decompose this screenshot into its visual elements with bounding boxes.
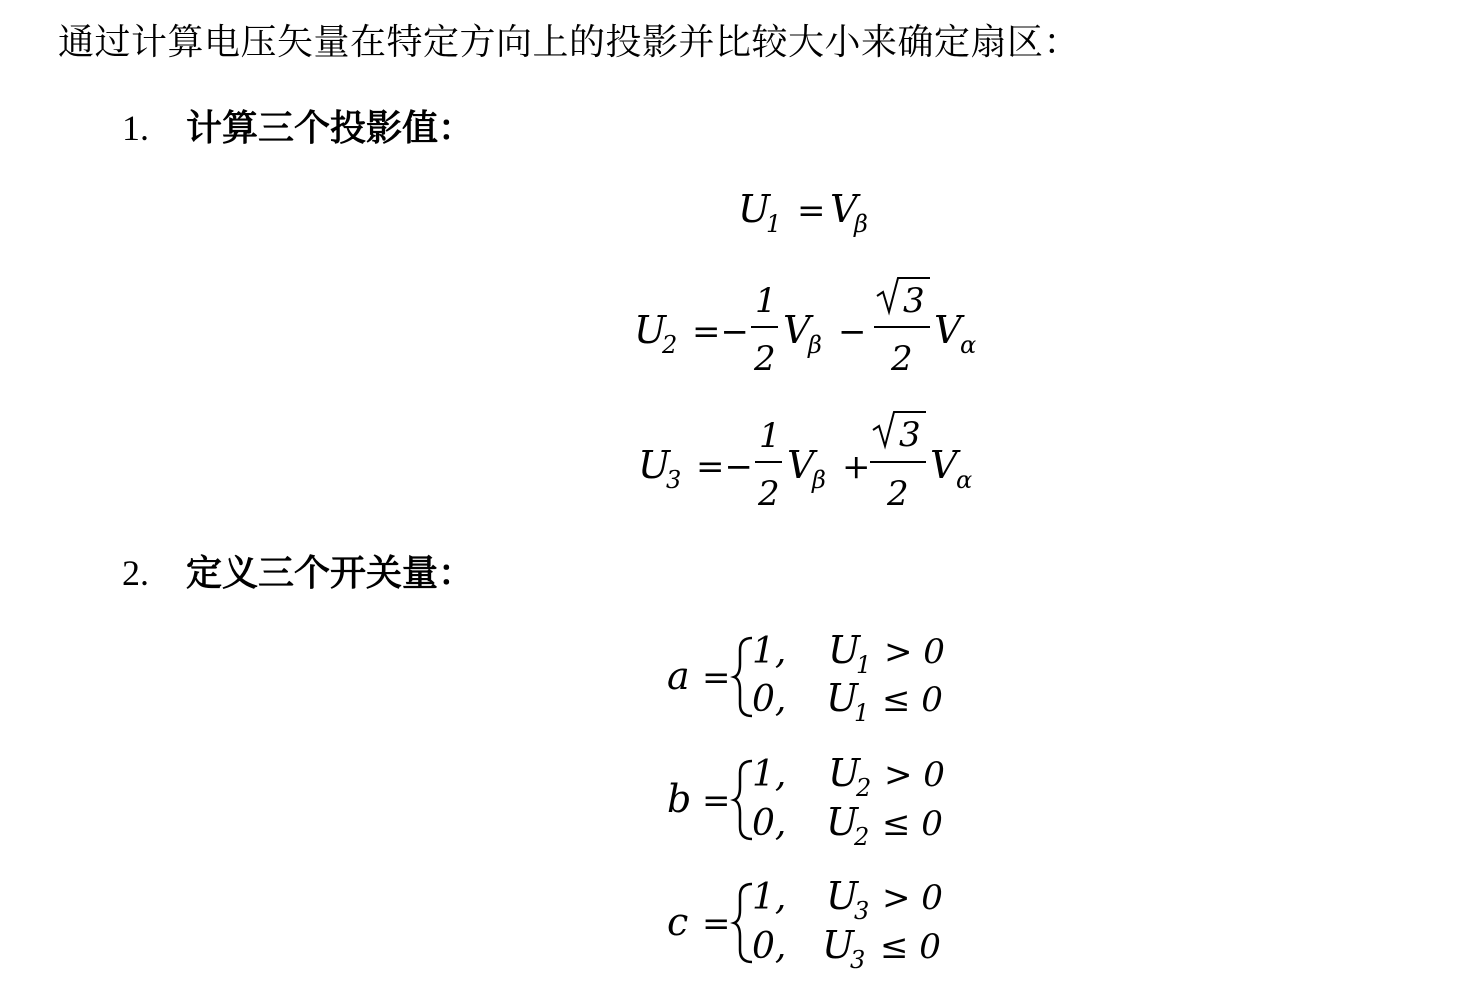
switch-b-case2-u: U [826, 800, 859, 844]
switch-c-var: c [667, 900, 689, 944]
eq1-beta: β [854, 210, 868, 238]
eq3-v2: V [930, 443, 958, 487]
eq3-v1: V [787, 443, 815, 487]
eq2-frac1-den: 2 [754, 339, 776, 379]
switch-a-case1-u: U [828, 628, 861, 672]
switch-a-case1-value: 1, [752, 631, 787, 672]
eq3-frac2-den: 2 [887, 474, 909, 514]
switch-a-case2-u: U [826, 676, 859, 720]
switch-b-var: b [667, 777, 692, 821]
eq2-lhs-u: U [634, 308, 667, 352]
eq3-lhs-sub: 3 [666, 466, 682, 494]
step-title-2: 定义三个开关量： [186, 552, 475, 594]
switch-a-brace [734, 638, 752, 716]
switch-a-case1-cond: > 0 [884, 632, 945, 672]
switch-b-case2-sub: 2 [854, 823, 870, 851]
switch-c-case1-cond: > 0 [882, 878, 943, 918]
switch-b-case2-cond: ≤ 0 [882, 804, 943, 844]
eq2-frac1-num: 1 [755, 281, 777, 321]
switch-a-case2-cond: ≤ 0 [882, 680, 943, 720]
switch-a-definition [667, 628, 945, 727]
switch-c-case2-u: U [822, 923, 855, 967]
eq2-v1: V [783, 308, 811, 352]
switch-a-equals: = [702, 658, 731, 698]
equation-u3 [638, 412, 972, 514]
switch-c-case2-cond: ≤ 0 [880, 927, 941, 967]
eq1-lhs-sub: 1 [766, 210, 782, 238]
eq3-plus: + [842, 447, 871, 487]
switch-b-case1-sub: 2 [856, 774, 872, 802]
eq2-v2: V [934, 308, 962, 352]
switch-b-equals: = [702, 781, 731, 821]
eq3-alpha: α [956, 466, 973, 494]
eq2-equals-minus: =− [692, 312, 749, 352]
eq3-frac1-den: 2 [758, 474, 780, 514]
step-number-2: 2. [122, 553, 149, 593]
eq2-alpha: α [960, 331, 977, 359]
intro-paragraph: 通过计算电压矢量在特定方向上的投影并比较大小来确定扇区： [58, 22, 1081, 63]
eq2-frac2-den: 2 [891, 339, 913, 379]
switch-b-brace [734, 761, 752, 839]
equation-u1 [738, 187, 868, 238]
eq2-minus: − [838, 312, 867, 352]
switch-c-case2-value: 0, [752, 926, 787, 967]
eq3-equals-minus: =− [696, 447, 753, 487]
step-number-1: 1. [122, 108, 149, 148]
switch-c-case2-sub: 3 [850, 946, 866, 974]
switch-c-case1-u: U [826, 874, 859, 918]
eq3-frac1-num: 1 [759, 416, 781, 456]
switch-b-definition [667, 751, 945, 851]
eq1-v: V [830, 187, 858, 231]
equation-u2 [634, 278, 976, 379]
eq3-beta: β [812, 466, 826, 494]
eq2-beta: β [808, 331, 822, 359]
switch-c-brace [734, 884, 752, 962]
switch-b-case2-value: 0, [752, 803, 787, 844]
eq3-sqrt-num: 3 [899, 415, 921, 455]
switch-c-definition [667, 874, 943, 974]
eq2-sqrt-num: 3 [903, 281, 925, 321]
switch-c-case1-sub: 3 [854, 897, 870, 925]
switch-a-case1-sub: 1 [856, 651, 872, 679]
step-title-1: 计算三个投影值： [186, 107, 475, 149]
switch-a-var: a [667, 654, 690, 698]
eq1-lhs-u: U [738, 187, 771, 231]
switch-b-case1-cond: > 0 [884, 755, 945, 795]
eq2-lhs-sub: 2 [662, 331, 678, 359]
switch-b-case1-u: U [828, 751, 861, 795]
eq1-equals: = [797, 191, 826, 231]
switch-a-case2-value: 0, [752, 679, 787, 720]
switch-c-case1-value: 1, [752, 877, 787, 918]
switch-a-case2-sub: 1 [854, 699, 870, 727]
switch-b-case1-value: 1, [752, 754, 787, 795]
eq3-lhs-u: U [638, 443, 671, 487]
switch-c-equals: = [702, 904, 731, 944]
